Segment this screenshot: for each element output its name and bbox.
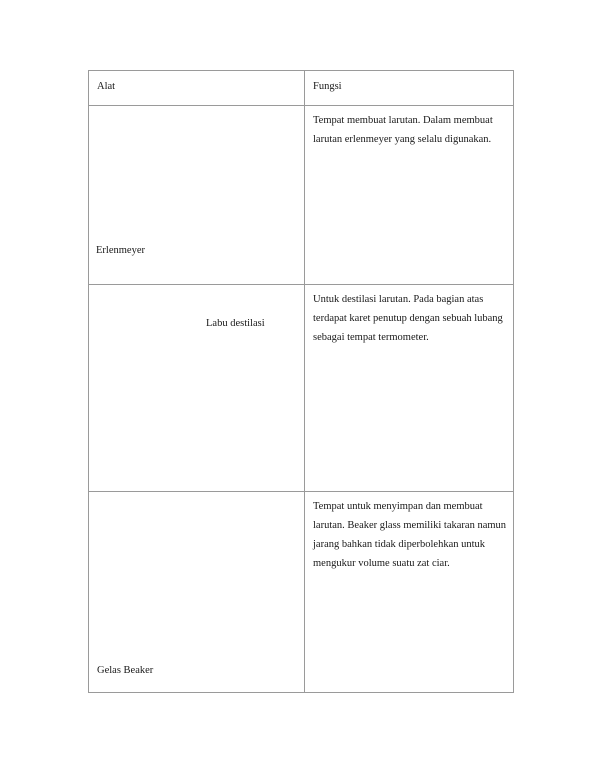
table-header-row: [89, 71, 514, 106]
table-row: [89, 285, 514, 492]
function-cell: [305, 285, 514, 492]
tool-function: Tempat untuk menyimpan dan membuat larutan. Beaker glass memiliki takaran namun jarang bahkan tidak diperbolehkan untuk mengukur volume suatu zat ciar.: [313, 501, 507, 569]
function-cell: [305, 106, 514, 285]
header-fungsi: Fungsi: [313, 81, 342, 92]
tool-cell: [89, 285, 305, 492]
tool-cell: [89, 106, 305, 285]
tool-name: Labu destilasi: [206, 318, 265, 329]
header-alat: Alat: [97, 81, 116, 92]
tool-name: Gelas Beaker: [97, 665, 154, 676]
table-row: [89, 492, 514, 693]
tool-name: Erlenmeyer: [96, 245, 145, 256]
header-cell-fungsi: [305, 71, 514, 106]
tool-function: Tempat membuat larutan. Dalam membuat larutan erlenmeyer yang selalu digunakan.: [313, 115, 493, 145]
tools-table: [88, 70, 514, 693]
table-row: [89, 106, 514, 285]
tool-function: Untuk destilasi larutan. Pada bagian atas terdapat karet penutup dengan sebuah lubang sebagai tempat termometer.: [313, 294, 503, 343]
tool-cell: [89, 492, 305, 693]
header-cell-alat: [89, 71, 305, 106]
function-cell: [305, 492, 514, 693]
